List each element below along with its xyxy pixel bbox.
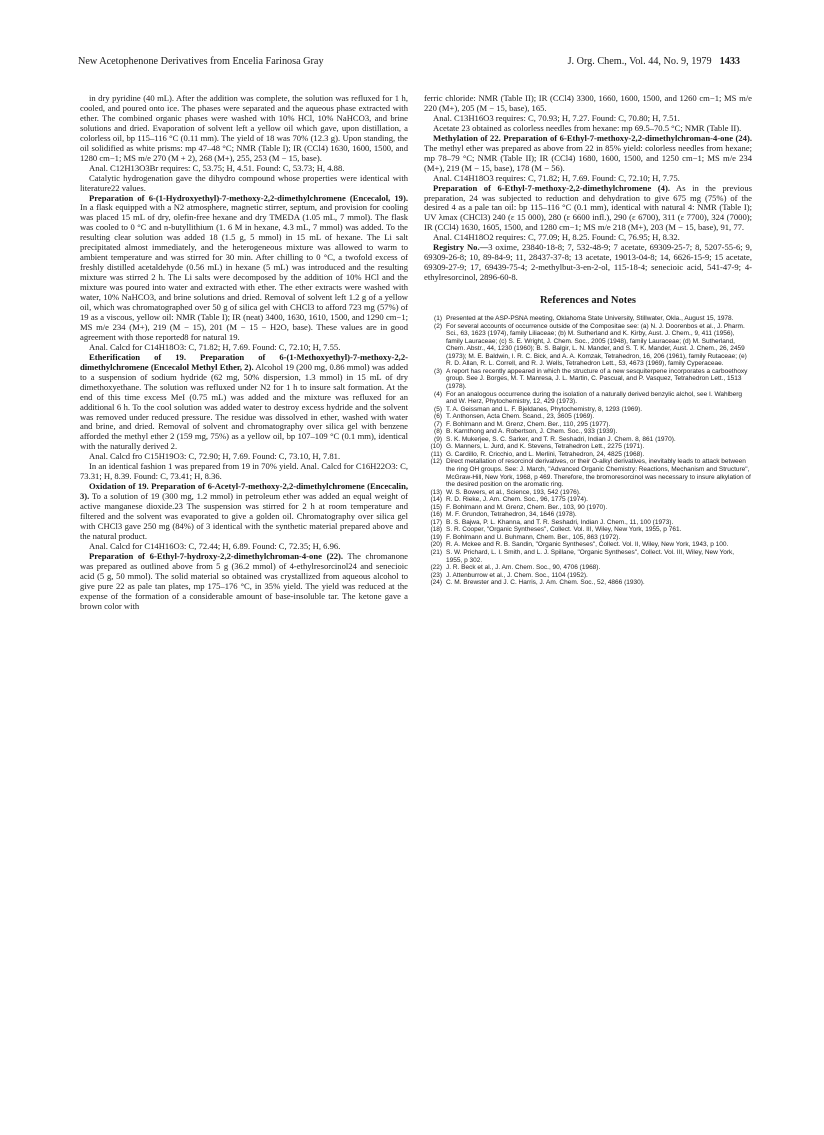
- reference-number: (15): [430, 503, 442, 511]
- reference-text: For several accounts of occurrence outside of the Compositae see: (a) N. J. Doorenbos et al., J. Pharm. Sci., 63, 1623 (1974), family Liliaceae; (b) M. Sutherland and K. Kirby, Aust. J. Chem., 9, 411 (1956), family Lauraceae; (c) S. E. Wright, J. Chem. Soc., 2005 (1948), family Lauraceae; (d) M. Sutherland, Chem. Abstr., 44, 1230 (1960); B. S. Balgir, L. N. Mander, and S. T. K. Mander, Aust. J. Chem., 26, 2459 (1973); M. E. Baldwin, I. R. C. Bick, and A. A. Komzak, Tetrahedron, 16, 206 (1961), family Rutaceae; (e) R. D. Allan, R. L. Correll, and R. J. Wells, Tetrahedron Lett., 53, 4673 (1969), family Cyperaceae.: [446, 322, 747, 368]
- reference-item: [424, 436, 752, 444]
- paragraph: [80, 353, 408, 453]
- references-list: [424, 315, 752, 587]
- paragraph-text: Anal. C14H18O2 requires: C, 77.09; H, 8.25. Found: C, 76.95; H, 8.32.: [433, 232, 680, 243]
- reference-number: (20): [430, 541, 442, 549]
- reference-text: F. Bohlmann and M. Grenz, Chem. Ber., 103, 90 (1970).: [446, 503, 608, 511]
- paragraph-heading: Oxidation of 19. Preparation of 6-Acetyl-7-methoxy-2,2-dimethylchromene (Encecalin, 3).: [80, 481, 408, 502]
- reference-number: (9): [434, 435, 442, 443]
- paragraph: [80, 194, 408, 343]
- paragraph-text: in dry pyridine (40 mL). After the addition was complete, the solution was refluxed for 1 h, cooled, and poured onto ice. The phases were separated and the aqueous phase extracted with ether. The combined organic phases were washed with 10% HCl, 10% NaHCO3, and brine solutions and dried. Evaporation of solvent left a yellow oil which gave, upon distillation, a colorless oil, bp 115–116 °C (0.11 mm). The yield of 18 was 70% (12.3 g). Upon standing, the oil solidified as white prisms: mp 47–48 °C; NMR (Table I); IR (CCl4) 1630, 1600, 1500, and 1280 cm−1; MS m/e 270 (M + 2), 268 (M+), 255, 253 (M − 15, base).: [80, 93, 408, 163]
- paragraph-text: To a solution of 19 (300 mg, 1.2 mmol) in petroleum ether was added an equal weight of active manganese dioxide.23 The suspension was stirred for 2 h at room temperature and filtered and the solvent was evaporated to give a golden oil. Chromatography over silica gel with CHCl3 gave 250 mg (84%) of 3 identical with the synthetic material prepared above and the natural product.: [80, 491, 408, 541]
- paragraph-text: ferric chloride: NMR (Table II); IR (CCl4) 3300, 1660, 1600, 1500, and 1260 cm−1; MS m/e 220 (M+), 205 (M − 15, base), 165.: [424, 93, 752, 113]
- paragraph-text: Anal. Calcd for C14H16O3: C, 72.44; H, 6.89. Found: C, 72.35; H, 6.96.: [89, 540, 341, 551]
- reference-item: [424, 504, 752, 512]
- paragraph: [80, 482, 408, 542]
- page-number: 1433: [719, 56, 740, 67]
- reference-number: (19): [430, 533, 442, 541]
- reference-item: [424, 489, 752, 497]
- reference-item: [424, 413, 752, 421]
- reference-text: B. Karnthong and A. Robertson, J. Chem. Soc., 933 (1939).: [446, 428, 618, 436]
- paragraph-heading: Preparation of 6-(1-Hydroxyethyl)-7-methoxy-2,2-dimethylchromene (Encecalol, 19).: [89, 192, 408, 203]
- reference-number: (11): [430, 450, 442, 458]
- reference-text: R. D. Rieke, J. Am. Chem. Soc., 96, 1775 (1974).: [446, 496, 588, 504]
- reference-text: M. F. Grundon, Tetrahedron, 34, 1646 (1978).: [446, 511, 577, 519]
- reference-number: (12): [430, 458, 442, 466]
- reference-item: [424, 406, 752, 414]
- reference-item: [424, 323, 752, 368]
- left-column: [80, 94, 408, 612]
- paragraph: [80, 552, 408, 612]
- paragraph: [424, 184, 752, 234]
- reference-item: [424, 368, 752, 391]
- paragraph-text: Anal. C14H18O3 requires: C, 71.82; H, 7.69. Found: C, 72.10; H, 7.75.: [433, 172, 680, 183]
- reference-number: (4): [434, 390, 442, 398]
- reference-number: (5): [434, 405, 442, 413]
- reference-number: (17): [430, 518, 442, 526]
- reference-item: [424, 564, 752, 572]
- running-head: [78, 56, 740, 72]
- reference-number: (18): [430, 526, 442, 534]
- reference-number: (14): [430, 496, 442, 504]
- paragraph-text: Anal. Calcd for C14H18O3: C, 71.82; H, 7.69. Found: C, 72.10; H, 7.55.: [89, 341, 341, 352]
- reference-text: T. Anthonsen, Acta Chem. Scand., 23, 3605 (1969).: [446, 413, 595, 421]
- reference-text: Direct metallation of resorcinol derivatives, or their O-alkyl derivatives, inevitably leads to attack between the ring OH groups. See: J. March, "Advanced Organic Chemistry: Reactions, Mechanism and Structure", McGraw-Hill, New York, 1968, p 469. Therefore, the bromoresorcinol was necessary to insure alkylation of the desired position on the aromatic ring.: [446, 458, 751, 489]
- right-column-body: [424, 94, 752, 283]
- reference-text: J. R. Beck et al., J. Am. Chem. Soc., 90, 4706 (1968).: [446, 564, 601, 572]
- reference-item: [424, 451, 752, 459]
- reference-item: [424, 315, 752, 323]
- reference-item: [424, 496, 752, 504]
- journal-citation: J. Org. Chem., Vol. 44, No. 9, 1979: [567, 56, 712, 67]
- reference-item: [424, 519, 752, 527]
- paragraph-heading: Preparation of 6-Ethyl-7-hydroxy-2,2-dimethylchroman-4-one (22).: [89, 550, 344, 561]
- reference-number: (22): [430, 564, 442, 572]
- reference-item: [424, 391, 752, 406]
- reference-text: Presented at the ASP-PSNA meeting, Oklahoma State University, Stillwater, Okla., August 15, 1978.: [446, 315, 734, 323]
- right-column: [424, 94, 752, 587]
- reference-text: A report has recently appeared in which the structure of a new sesquiterpene incorporates a carboethoxy group. See J. Borges, M. T. Manresa, J. L. Martin, C. Pascual, and P. Vasquez, Tetrahedron Lett., 1513 (1978).: [446, 367, 748, 390]
- running-head-citation: [568, 56, 740, 67]
- reference-text: S. K. Mukerjee, S. C. Sarker, and T. R. Seshadri, Indian J. Chem. 8, 861 (1970).: [446, 435, 676, 443]
- reference-number: (3): [434, 367, 442, 375]
- paragraph-text: As in the previous preparation, 24 was subjected to reduction and dehydration to give 675 mg (75%) of the desired 4 as a pale tan oil: bp 115–116 °C (0.1 mm), identical with natural 4: NMR (Table I); UV λmax (CHCl3) 240 (ε 15 000), 280 (ε 6600 infl.), 290 (ε 6700), 311 (ε 7700), 324 (7000); IR (CCl4) 1630, 1605, 1500, and 1280 cm−1; MS m/e 218 (M+), 203 (M − 15, base), 91, 77.: [424, 182, 752, 233]
- reference-item: [424, 572, 752, 580]
- paragraph: [424, 134, 752, 174]
- paragraph-text: Acetate 23 obtained as colorless needles from hexane: mp 69.5–70.5 °C; NMR (Table II).: [433, 122, 742, 133]
- reference-number: (7): [434, 420, 442, 428]
- reference-item: [424, 549, 752, 564]
- reference-text: T. A. Geissman and L. F. Bjeldanes, Phytochemistry, 8, 1293 (1969).: [446, 405, 643, 413]
- paragraph: [80, 174, 408, 194]
- reference-number: (8): [434, 428, 442, 436]
- reference-item: [424, 458, 752, 488]
- reference-text: For an analogous occurrence during the isolation of a naturally derived benzylic alchol, see I. Wahlberg and W. Herz, Phytochemistry, 12, 429 (1973).: [446, 390, 743, 406]
- reference-number: (13): [430, 488, 442, 496]
- running-head-title: New Acetophenone Derivatives from Encelia Farinosa Gray: [78, 56, 324, 67]
- reference-number: (21): [430, 549, 442, 557]
- reference-number: (10): [430, 443, 442, 451]
- reference-item: [424, 534, 752, 542]
- reference-text: F. Bohlmann and U. Buhmann, Chem. Ber., 105, 863 (1972).: [446, 533, 621, 541]
- reference-text: G. Cardillo, R. Cricchio, and L. Merlini, Tetrahedron, 24, 4825 (1968).: [446, 450, 645, 458]
- paragraph-text: 3 oxime, 23840-18-8; 7, 532-48-9; 7 acetate, 69309-25-7; 8, 5207-55-6; 9, 69309-26-8; 10, 89-84-9; 11, 28437-37-8; 13 acetate, 19013-04-8; 14, 6626-15-9; 15 acetate, 69309-27-9; 17, 69439-75-4; 2-methylbut-3-en-2-ol, 115-18-4; senecioic acid, 541-47-9; 4-ethylresorcinol, 2896-60-8.: [424, 242, 752, 283]
- paragraph-heading: Registry No.—: [433, 242, 489, 253]
- paragraph-heading: Etherification of 19. Preparation of 6-(1-Methoxyethyl)-7-methoxy-2,2-dimethylchromene (Encecalol Methyl Ether, 2).: [80, 351, 408, 372]
- reference-number: (23): [430, 571, 442, 579]
- reference-item: [424, 428, 752, 436]
- reference-item: [424, 421, 752, 429]
- reference-number: (24): [430, 579, 442, 587]
- reference-item: [424, 526, 752, 534]
- reference-text: S. R. Cooper, "Organic Syntheses", Collect. Vol. III, Wiley, New York, 1955, p 761.: [446, 526, 682, 534]
- reference-item: [424, 579, 752, 587]
- reference-text: F. Bohlmann and M. Grenz, Chem. Ber., 110, 295 (1977).: [446, 420, 611, 428]
- reference-item: [424, 511, 752, 519]
- paragraph-text: Anal. C12H13O3Br requires: C, 53.75; H, 4.51. Found: C, 53.73; H, 4.88.: [89, 162, 345, 173]
- paragraph-text: Alcohol 19 (200 mg, 0.86 mmol) was added to a suspension of sodium hydride (62 mg, 50% dispersion, 1.3 mmol) in 15 mL of dry dimethoxyethane. The solution was refluxed under N2 for 1 h to insure salt formation. At the end of this time excess MeI (0.75 mL) was added and the mixture was refluxed for an additional 6 h. To the cool solution was added water to destroy excess hydride and the solvent was removed under reduced pressure. The residue was dissolved in ether, washed with water and brine, and dried. Removal of solvent and chromatography over silica gel with benzene afforded the methyl ether 2 (159 mg, 75%) as a yellow oil, bp 107–109 °C (0.1 mm), identical with the naturally derived 2.: [80, 361, 408, 452]
- paragraph-heading: Methylation of 22. Preparation of 6-Ethyl-7-methoxy-2,2-dimethylchroman-4-one (24).: [433, 132, 752, 143]
- paragraph: [424, 94, 752, 114]
- paragraph: [80, 462, 408, 482]
- paragraph-heading: Preparation of 6-Ethyl-7-methoxy-2,2-dimethylchromene (4).: [433, 182, 670, 193]
- reference-number: (2): [434, 322, 442, 330]
- reference-number: (16): [430, 511, 442, 519]
- paragraph: [424, 243, 752, 283]
- reference-item: [424, 443, 752, 451]
- reference-text: W. S. Bowers, et al., Science, 193, 542 (1976).: [446, 488, 581, 496]
- paragraph-text: In a flask equipped with a N2 atmosphere, magnetic stirrer, septum, and provision for cooling was placed 15 mL of dry, olefin-free hexane and dry TMEDA (1.05 mL, 7 mmol). The flask was cooled to 0 °C and n-butyllithium (1. 6 M in hexane, 4.3 mL, 7 mmol) was added. To the resulting clear solution was added 18 (1.5 g, 5 mmol) in 15 mL of hexane. The Li salt precipitated almost immediately, and the heterogeneous mixture was allowed to warm to ambient temperature and was stirred for 30 min. After chilling to 0 °C, a twofold excess of freshly distilled acetaldehyde (0.56 mL) in hexane (5 mL) was introduced and the resulting mixture was stirred 2 h. The Li salts were decomposed by the addition of 10% HCl and the mixture was poured into water and extracted with ether. The ether extracts were washed with water, 10% NaHCO3, and brine solutions and dried. Removal of solvent left 1.2 g of a yellow oil, which was chromatographed over 50 g of silica gel with CHCl3 to afford 723 mg (57%) of 19 as a viscous, yellow oil: NMR (Table I); IR (neat) 3400, 1630, 1610, 1500, and 1290 cm−1; MS m/e 234 (M+), 219 (M − 15), 201 (M − 15 − H2O, base). These values are in good agreement with those reported8 for natural 19.: [80, 202, 408, 342]
- paragraph-text: In an identical fashion 1 was prepared from 19 in 70% yield. Anal. Calcd for C16H22O3: C, 73.31; H, 8.39. Found: C, 73.41; H, 8.36.: [80, 461, 408, 482]
- reference-item: [424, 541, 752, 549]
- paragraph-text: The methyl ether was prepared as above from 22 in 85% yield: colorless needles from hexane; mp 78–79 °C; NMR (Table II); IR (CCl4) 1680, 1600, 1500, and 1250 cm−1; MS m/e 234 (M+), 219 (M − 15, base), 178 (M − 56).: [424, 142, 752, 173]
- paragraph-text: Anal. C13H16O3 requires: C, 70.93; H, 7.27. Found: C, 70.80; H, 7.51.: [433, 112, 680, 123]
- references-heading: References and Notes: [539, 295, 637, 307]
- reference-text: C. M. Brewster and J. C. Harris, J. Am. Chem. Soc., 52, 4866 (1930).: [446, 579, 645, 587]
- reference-text: J. Attenburrow et al., J. Chem. Soc., 1104 (1952).: [446, 571, 588, 579]
- reference-number: (1): [434, 315, 442, 323]
- reference-text: B. S. Bajwa, P. L. Khanna, and T. R. Seshadri, Indian J. Chem., 11, 100 (1973).: [446, 518, 674, 526]
- paragraph-text: The chromanone was prepared as outlined above from 5 g (36.2 mmol) of 4-ethylresorcinol24 and senecioic acid (5 g, 50 mmol). The solid material so obtained was crystallized from aqueous alcohol to give pure 22 as pale tan plates, mp 175–176 °C, in 35% yield. The yield was reduced at the expense of the formation of a considerable amount of base-insoluble tar. The ketone gave a brown color with: [80, 550, 409, 611]
- reference-text: S. W. Prichard, L. I. Smith, and L. J. Spillane, "Organic Syntheses", Collect. Vol. III, Wiley, New York, 1955, p 302.: [446, 549, 735, 564]
- reference-text: G. Manners, L. Jurd, and K. Stevens, Tetrahedron Lett., 2275 (1971).: [446, 443, 645, 451]
- paragraph-text: Catalytic hydrogenation gave the dihydro compound whose properties were identical with literature22 values.: [80, 172, 408, 193]
- reference-text: R. A. Mckee and R. B. Sandin, "Organic Syntheses", Collect. Vol. II, Wiley, New York, 1943, p 100.: [446, 541, 729, 549]
- reference-number: (6): [434, 413, 442, 421]
- paragraph-text: Anal. Calcd fro C15H19O3: C, 72.90; H, 7.69. Found: C, 73.10, H, 7.81.: [89, 451, 341, 462]
- paragraph: [80, 94, 408, 164]
